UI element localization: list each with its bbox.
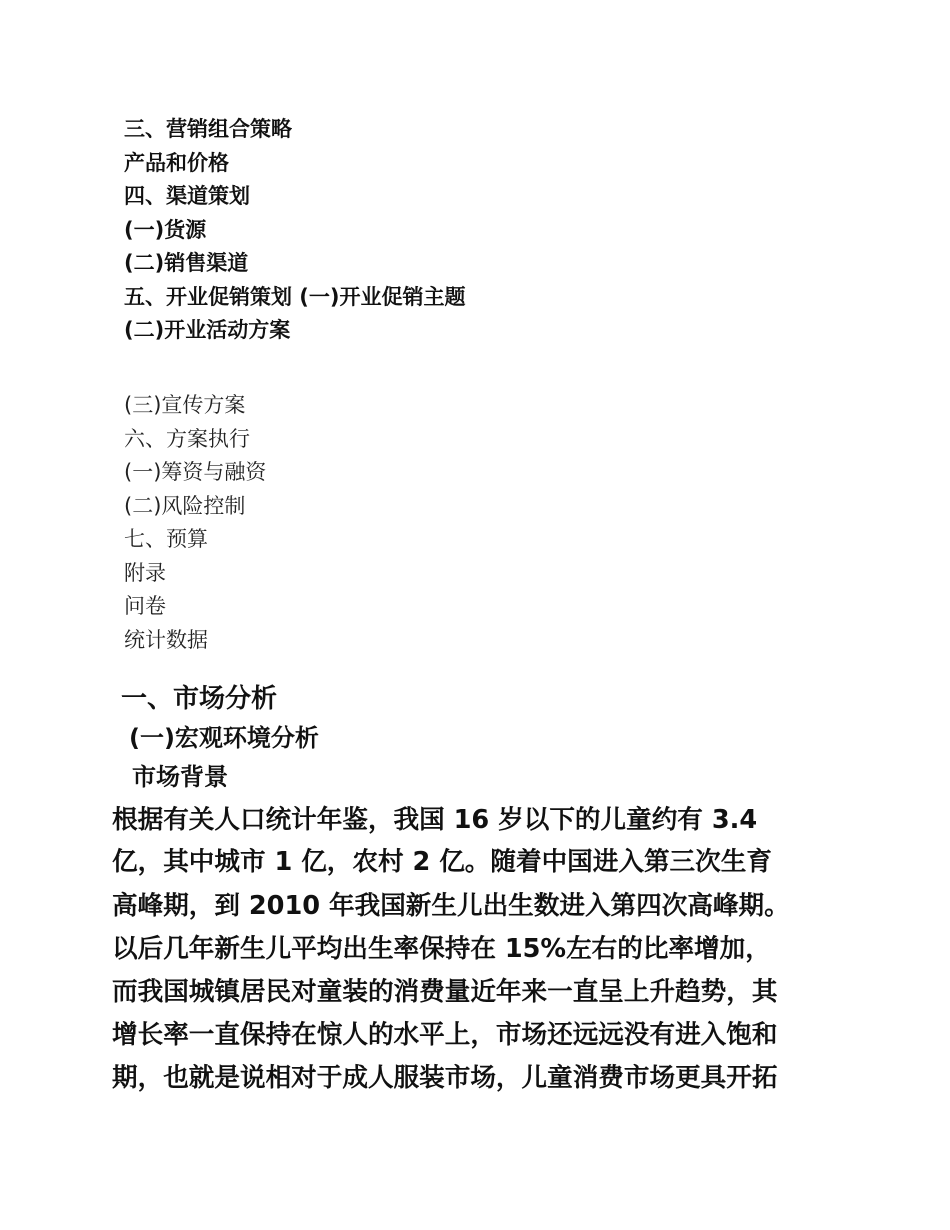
toc-item-supply: (一)货源 — [124, 218, 207, 242]
section-subheading: (一)宏观环境分析 — [129, 724, 319, 752]
toc-item-sales-channel: (二)销售渠道 — [124, 251, 249, 275]
paragraph-line: 而我国城镇居民对童装的消费量近年来一直呈上升趋势，其 — [112, 977, 778, 1007]
toc-item-opening-activity: (二)开业活动方案 — [124, 318, 291, 342]
paragraph-line: 以后几年新生儿平均出生率保持在 15%左右的比率增加， — [112, 934, 771, 964]
toc-item-execution: 六、方案执行 — [124, 427, 250, 451]
paragraph-line: 增长率一直保持在惊人的水平上，市场还远远没有进入饱和 — [112, 1020, 778, 1050]
toc-item-questionnaire: 问卷 — [124, 594, 166, 618]
toc-item-product-price: 产品和价格 — [124, 151, 229, 175]
toc-item-publicity: (三)宣传方案 — [124, 393, 246, 417]
toc-item-risk-control: (二)风险控制 — [124, 494, 246, 518]
toc-item-appendix: 附录 — [124, 561, 166, 585]
toc-item-financing: (一)筹资与融资 — [124, 460, 267, 484]
paragraph-line: 亿，其中城市 1 亿，农村 2 亿。随着中国进入第三次生育 — [112, 847, 772, 877]
toc-item-marketing-mix: 三、营销组合策略 — [124, 117, 292, 141]
paragraph-line: 期，也就是说相对于成人服装市场，儿童消费市场更具开拓 — [112, 1063, 778, 1093]
section-heading: 一、市场分析 — [121, 684, 278, 714]
section-subsubheading: 市场背景 — [132, 763, 228, 791]
paragraph-line: 高峰期，到 2010 年我国新生儿出生数进入第四次高峰期。 — [112, 891, 790, 921]
toc-item-statistics: 统计数据 — [124, 628, 208, 652]
toc-item-budget: 七、预算 — [124, 527, 208, 551]
toc-item-opening-promotion: 五、开业促销策划 (一)开业促销主题 — [124, 285, 466, 309]
paragraph-line: 根据有关人口统计年鉴，我国 16 岁以下的儿童约有 3.4 — [112, 805, 758, 835]
toc-item-channel-planning: 四、渠道策划 — [124, 184, 250, 208]
